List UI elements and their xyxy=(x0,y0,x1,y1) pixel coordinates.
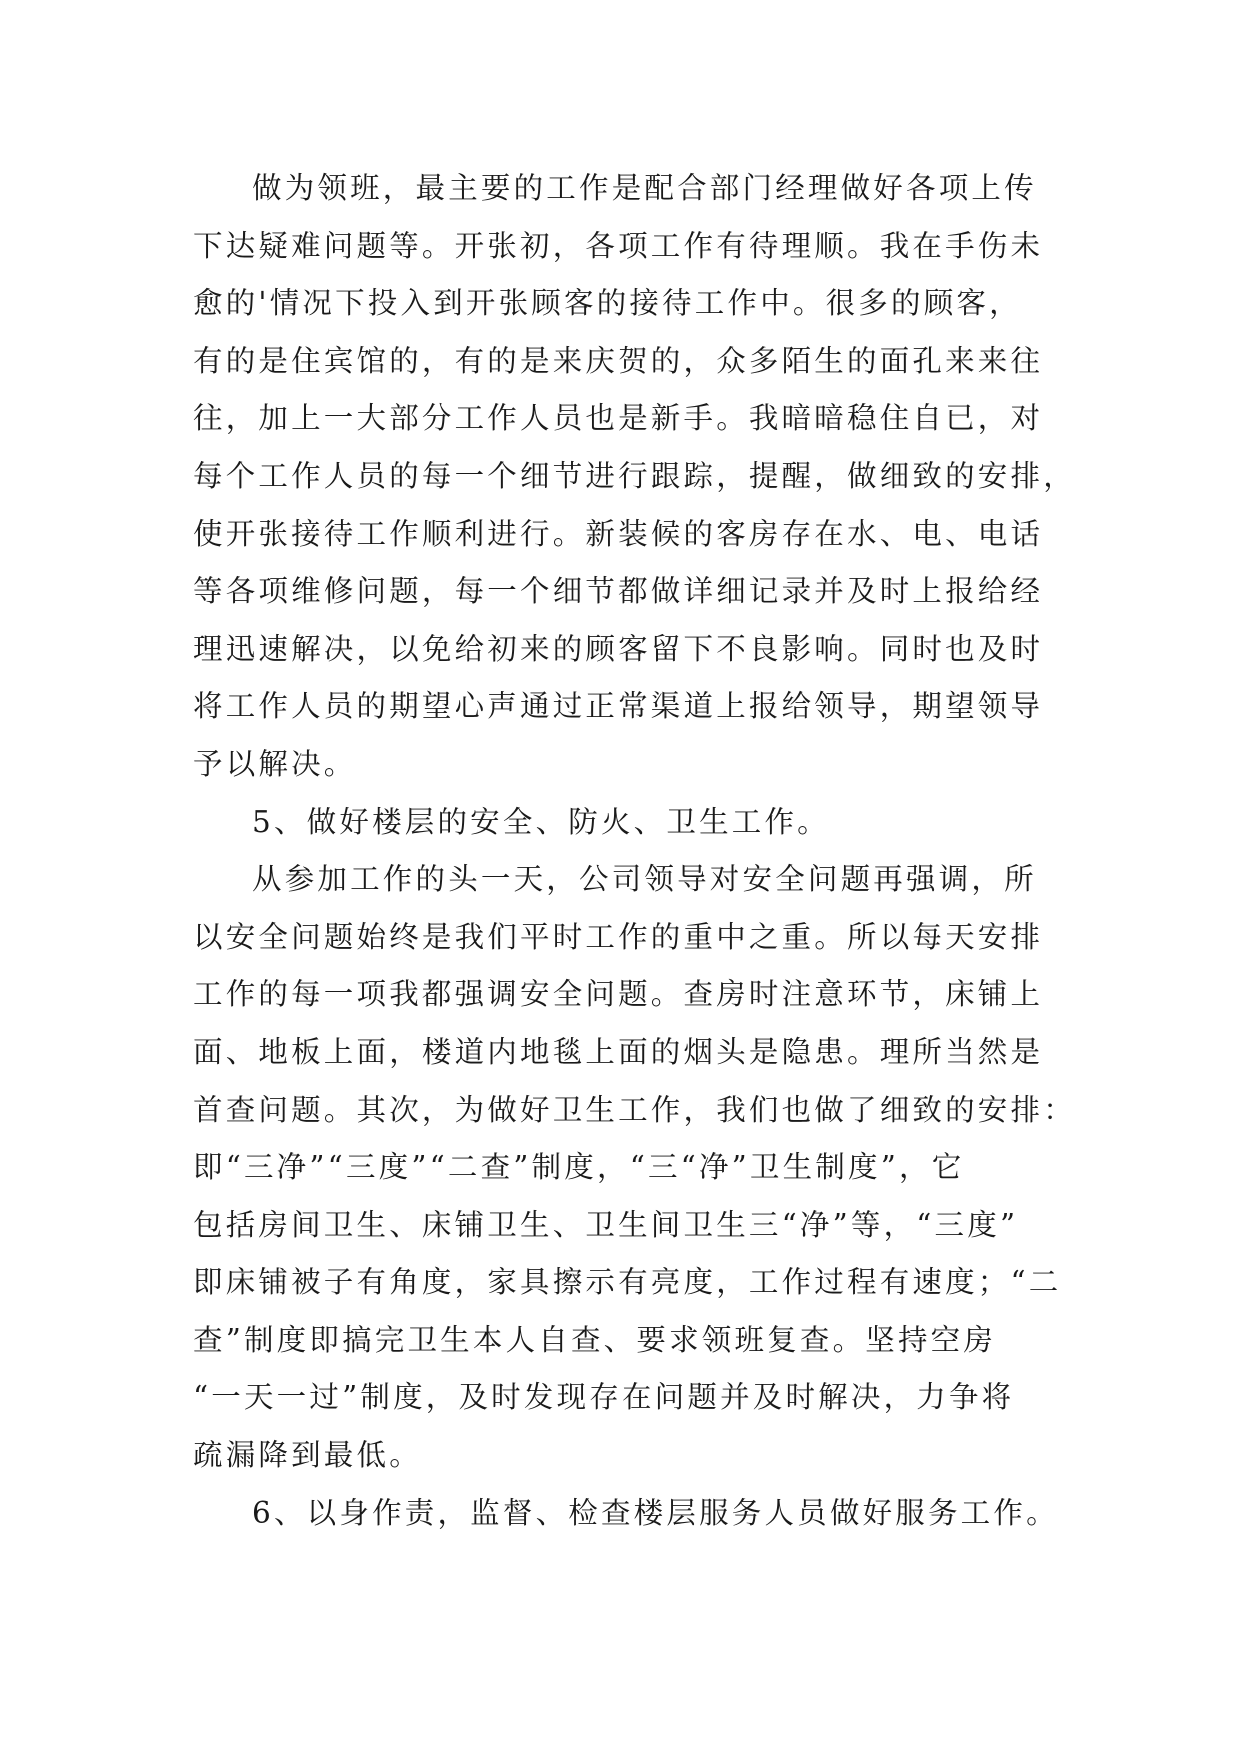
paragraph-line: 理迅速解决，以免给初来的顾客留下不良影响。同时也及时 xyxy=(193,631,1044,666)
paragraph-line: 工作的每一项我都强调安全问题。查房时注意环节，床铺上 xyxy=(193,977,1044,1012)
section-heading: 5、做好楼层的安全、防火、卫生工作。 xyxy=(252,804,830,839)
paragraph-line: 以安全问题始终是我们平时工作的重中之重。所以每天安排 xyxy=(193,919,1044,954)
paragraph-line: 愈的'情况下投入到开张顾客的接待工作中。很多的顾客， xyxy=(193,286,1022,321)
paragraph-line: 等各项维修问题，每一个细节都做详细记录并及时上报给经 xyxy=(193,574,1044,609)
paragraph-line: “一天一过”制度，及时发现存在问题并及时解决，力争将 xyxy=(193,1380,1015,1415)
paragraph-line: 即床铺被子有角度，家具擦示有亮度，工作过程有速度；“二 xyxy=(193,1265,1062,1300)
paragraph-line: 下达疑难问题等。开张初，各项工作有待理顺。我在手伤未 xyxy=(193,228,1044,263)
paragraph-line: 有的是住宾馆的，有的是来庆贺的，众多陌生的面孔来来往 xyxy=(193,343,1044,378)
paragraph-line: 查”制度即搞完卫生本人自查、要求领班复查。坚持空房 xyxy=(193,1322,997,1357)
paragraph-line: 使开张接待工作顺利进行。新装候的客房存在水、电、电话 xyxy=(193,516,1044,551)
paragraph-line: 做为领班，最主要的工作是配合部门经理做好各项上传 xyxy=(252,171,1037,205)
paragraph-line: 面、地板上面，楼道内地毯上面的烟头是隐患。理所当然是 xyxy=(193,1034,1044,1069)
paragraph-line: 从参加工作的头一天，公司领导对安全问题再强调，所 xyxy=(252,862,1037,897)
paragraph-line: 包括房间卫生、床铺卫生、卫生间卫生三“净”等，“三度” xyxy=(193,1207,1019,1242)
paragraph-line: 每个工作人员的每一个细节进行跟踪，提醒，做细致的安排， xyxy=(193,458,1076,493)
paragraph-line: 首查问题。其次，为做好卫生工作，我们也做了细致的安排： xyxy=(193,1092,1076,1127)
paragraph-line: 疏漏降到最低。 xyxy=(193,1438,422,1473)
paragraph-line: 将工作人员的期望心声通过正常渠道上报给领导，期望领导 xyxy=(193,689,1044,724)
section-heading: 6、以身作责，监督、检查楼层服务人员做好服务工作。 xyxy=(252,1495,1059,1530)
paragraph-line: 予以解决。 xyxy=(193,746,357,781)
document-body xyxy=(193,160,1093,1542)
paragraph-line: 往，加上一大部分工作人员也是新手。我暗暗稳住自已，对 xyxy=(193,401,1044,436)
paragraph-line: 即“三净”“三度”“二查”制度，“三“净”卫生制度”，它 xyxy=(193,1150,965,1185)
